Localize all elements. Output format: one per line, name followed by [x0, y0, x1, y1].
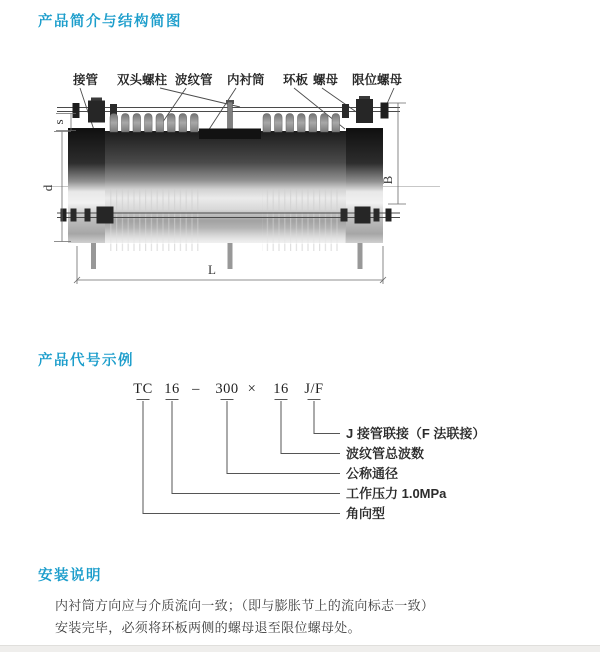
label-bellows: 波纹管 — [175, 73, 213, 87]
right-collar — [346, 129, 383, 243]
install-note-1: 内衬筒方向应与介质流向一致；（即与膨胀节上的流向标志一致） — [55, 598, 435, 613]
limit-nut — [381, 103, 389, 119]
structure-diagram — [0, 55, 600, 310]
label-inner-liner: 内衬筒 — [227, 73, 265, 87]
bottom-fade — [105, 228, 345, 244]
callout-nominal-diameter: 公称通径 — [346, 466, 399, 481]
code-part-pressure: 16 — [164, 381, 180, 397]
label-double-head-stud: 双头螺柱 — [117, 73, 168, 87]
nut — [341, 209, 348, 222]
code-connectors — [143, 401, 340, 514]
nut — [374, 209, 380, 222]
stud-nut-block — [355, 207, 371, 224]
code-part-waves: 16 — [273, 381, 289, 397]
page-bottom-edge — [0, 645, 600, 652]
stud-nut-block — [88, 101, 105, 123]
nut — [342, 104, 349, 118]
code-separator-times: × — [247, 381, 257, 397]
ring-plate-band — [199, 129, 261, 140]
label-limit-nut: 限位螺母 — [352, 73, 403, 87]
callout-connection: J 接管联接（F 法联接） — [346, 426, 486, 441]
bellows-group-left — [110, 114, 198, 133]
dim-label-B: B — [380, 175, 395, 185]
label-ring-plate: 环板 — [283, 73, 309, 87]
nut — [85, 209, 91, 222]
upper-tie-rod — [57, 96, 400, 130]
code-part-type: TC — [133, 381, 153, 397]
limit-nut — [386, 209, 392, 222]
install-note-2: 安装完毕，必须将环板两侧的螺母退至限位螺母处。 — [55, 620, 361, 635]
dimension-s — [51, 114, 76, 131]
code-separator-dash: – — [192, 381, 200, 397]
code-part-diameter: 300 — [215, 381, 239, 397]
callout-wave-count: 波纹管总波数 — [346, 446, 425, 461]
code-part-connection: J/F — [304, 381, 324, 397]
label-connecting-pipe: 接管 — [73, 73, 99, 87]
stud-nut-block — [97, 207, 114, 224]
center-stud — [228, 102, 233, 130]
dim-label-L: L — [208, 262, 216, 277]
code-tree-lines — [0, 396, 600, 526]
section-title-install: 安装说明 — [38, 568, 102, 584]
nut — [71, 209, 77, 222]
bellows-group-right — [263, 114, 340, 133]
left-collar — [68, 129, 105, 243]
section-title-code: 产品代号示例 — [38, 353, 134, 369]
label-nut: 螺母 — [313, 73, 339, 87]
nut — [61, 209, 67, 222]
nut — [73, 103, 80, 118]
diagram-part-labels — [72, 72, 403, 87]
callout-angular-type: 角向型 — [346, 506, 386, 521]
stud-nut-block — [356, 99, 373, 123]
dim-label-s: s — [51, 119, 66, 125]
expansion-joint-body — [68, 114, 383, 252]
dim-label-d: d — [40, 184, 55, 192]
callout-working-pressure: 工作压力 1.0MPa — [346, 486, 447, 501]
section-title-intro: 产品简介与结构简图 — [38, 14, 182, 30]
